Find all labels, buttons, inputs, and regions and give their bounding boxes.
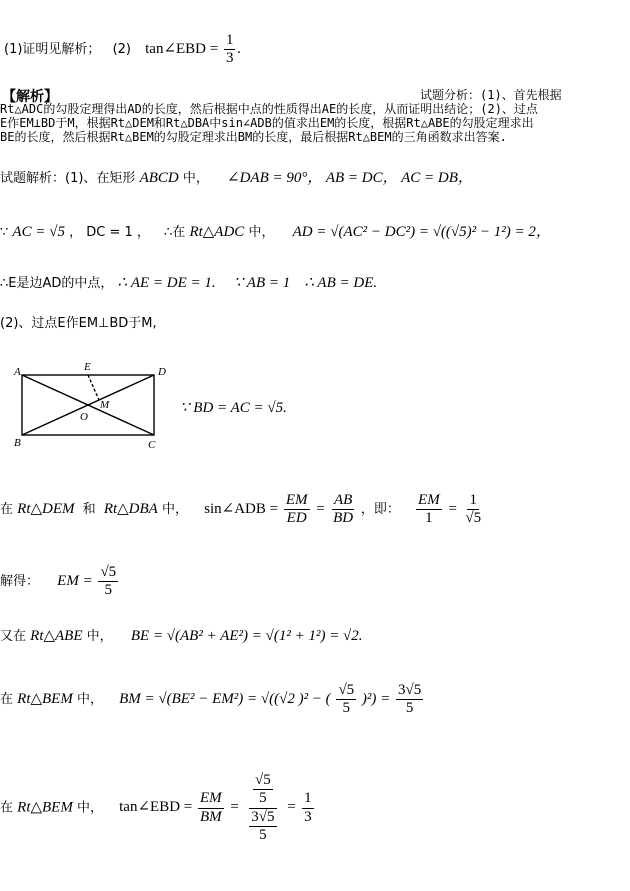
s5-f2d: BD — [333, 510, 354, 527]
s9-bign-d: 5 — [259, 790, 267, 807]
label-o: O — [80, 411, 88, 423]
s1-mid: 中， — [182, 171, 209, 186]
s5-f2n: AB — [332, 492, 354, 510]
s8-fn: √5 — [336, 682, 356, 700]
s3-c: ∵ AB = 1 — [233, 275, 291, 291]
s8-fd: 5 — [342, 700, 351, 717]
s8-frac — [336, 682, 356, 718]
s5-b: Rt△DBA — [103, 501, 158, 518]
answer-line — [4, 32, 241, 68]
s2-d: 中， — [248, 225, 275, 240]
s1-rect: ABCD — [139, 170, 179, 186]
answer-dot: . — [237, 41, 242, 58]
s9-tri: Rt△BEM — [17, 799, 73, 816]
s9-f1n: EM — [198, 790, 224, 808]
solution-line-9 — [0, 772, 316, 844]
s5-f4d: √5 — [465, 510, 482, 527]
s8-eq1: BM = √(BE² − EM²) = √((√2 )² − ( — [119, 691, 331, 708]
s2-b: ， DC = 1 ， — [69, 225, 150, 240]
s5-sin: sin∠ADB = — [204, 501, 279, 518]
s6-math — [57, 564, 120, 599]
label-a: A — [14, 366, 21, 378]
s9-bigd-n: 3√5 — [249, 809, 276, 827]
s3-b: ∴ AE = DE = 1. — [117, 275, 216, 291]
answer-expr: tan∠EBD = — [145, 41, 222, 58]
label-c: C — [148, 439, 156, 450]
s5-math2: $\frac{EM}{1}$ = $\frac{1}{√5}$ — [418, 492, 482, 527]
s9-math: tan∠EBD = $\frac{EM}{BM}$ = $\frac{\frac{√5}{5}}{\frac{3√5}{5}}$ = $\frac{1}{3}$ — [119, 772, 312, 843]
segment-em — [88, 375, 99, 400]
s1-text: 试题解析：(1)、在矩形 — [0, 171, 136, 186]
s6-frac — [98, 564, 118, 600]
s9-rn: 1 — [302, 790, 314, 808]
s5-frac4 — [463, 492, 483, 528]
solution-line-4: (2)、过点E作EM⊥BD于M, — [0, 316, 157, 331]
s5-and: 和 — [82, 502, 96, 518]
s3-d: ∴ AB = DE. — [304, 275, 378, 291]
analysis-heading: 【解析】 — [2, 89, 58, 105]
s8-mid: 中， — [76, 692, 103, 708]
s5-f3d: 1 — [425, 510, 433, 527]
s8-tri: Rt△BEM — [17, 691, 73, 708]
s7-tri: Rt△ABE — [30, 628, 83, 644]
s9-bigfrac — [245, 772, 280, 844]
s7-eq: BE = √(AB² + AE²) = √(1² + 1²) = √2. — [130, 628, 363, 644]
s8-math — [119, 682, 425, 717]
s9-f1d: BM — [200, 808, 222, 825]
s9-bigden — [245, 809, 280, 845]
analysis-line-3: BE的长度，然后根据Rt△BEM的勾股定理求出BM的长度，最后根据Rt△BEM的三角函数求出答案. — [0, 130, 507, 144]
answer-part2: (2) — [112, 42, 131, 58]
s8-rfrac — [396, 682, 423, 718]
solution-line-6 — [0, 564, 120, 600]
solution-line-5 — [0, 492, 485, 528]
analysis-right-title: 试题分析：(1)、首先根据 — [420, 88, 562, 102]
s2-c: ∴在 — [164, 225, 186, 240]
s5-f1n: EM — [284, 492, 310, 510]
analysis-line-2: E作EM⊥BD于M，根据Rt△DEM和Rt△DBA中sin∠ADB的值求出EM的长度，根据Rt△ABE的勾股定理求出 — [0, 116, 534, 130]
solution-line-3 — [0, 272, 377, 292]
answer-num: 1 — [224, 32, 236, 50]
s6-em: EM = — [57, 573, 93, 590]
s9-mid: 中， — [76, 800, 103, 816]
s9-pre: 在 — [0, 800, 14, 816]
label-e: E — [84, 361, 91, 373]
s9-bigd-d: 5 — [259, 826, 267, 843]
s5-f3n: EM — [416, 492, 442, 510]
solution-line-2 — [0, 220, 551, 241]
s5-a: Rt△DEM — [17, 501, 75, 518]
s9-frac1 — [198, 790, 224, 826]
s9-bigden-frac — [249, 809, 276, 845]
s5-frac1 — [284, 492, 310, 528]
s5-mid: 中， — [161, 502, 188, 518]
s5-ji: ，即： — [360, 502, 400, 518]
s6-d: 5 — [104, 582, 113, 599]
s9-tan: tan∠EBD = — [119, 799, 193, 816]
s9-bignum — [249, 772, 277, 809]
s6-pre: 解得： — [0, 574, 40, 590]
s8-rd: 5 — [405, 700, 414, 717]
s9-bign-n: √5 — [253, 772, 273, 790]
s3-text: ∴E是边AD的中点， — [0, 276, 114, 291]
s8-pre: 在 — [0, 692, 14, 708]
rectangle-figure — [12, 360, 172, 450]
s2-a: AC = √5 — [12, 224, 65, 240]
s5-pre: 在 — [0, 502, 14, 518]
s1-eq: ∠DAB = 90°， AB = DC， AC = DB， — [227, 170, 473, 186]
s2-e: AD = √(AC² − DC²) = √((√5)² − 1²) = 2， — [292, 224, 551, 240]
s5-math: sin∠ADB = $\frac{EM}{ED}$ = $\frac{AB}{BD}$ — [204, 492, 354, 527]
s8-rn: 3√5 — [396, 682, 423, 700]
label-b: B — [14, 437, 21, 449]
solution-line-8 — [0, 682, 425, 718]
answer-fraction — [224, 32, 236, 68]
s9-rd: 3 — [304, 808, 312, 825]
s6-n: √5 — [98, 564, 118, 582]
answer-part1: (1)证明见解析； — [4, 42, 101, 58]
s7-pre: 又在 — [0, 629, 27, 644]
s5-frac3 — [416, 492, 442, 528]
s9-bignum-frac — [253, 772, 273, 808]
s8-eq2: )²) = — [361, 691, 391, 708]
solution-line-7 — [0, 625, 363, 645]
s9-rfrac — [302, 790, 314, 826]
answer-den: 3 — [225, 50, 234, 67]
label-d: D — [158, 366, 166, 378]
s5-f1d: ED — [286, 510, 307, 527]
s2-pre: ∵ — [0, 225, 9, 240]
s5-f4n: 1 — [467, 492, 479, 510]
figure-equation: ∵ BD = AC = √5. — [180, 400, 287, 416]
s7-mid: 中， — [86, 629, 113, 644]
analysis-line-1: Rt△ADC的勾股定理得出AD的长度，然后根据中点的性质得出AE的长度，从而证明出结论；(2)、过点 — [0, 102, 538, 116]
s2-tri: Rt△ADC — [189, 224, 245, 240]
label-m: M — [100, 399, 110, 411]
s5-frac2 — [331, 492, 355, 528]
solution-line-1 — [0, 166, 473, 187]
